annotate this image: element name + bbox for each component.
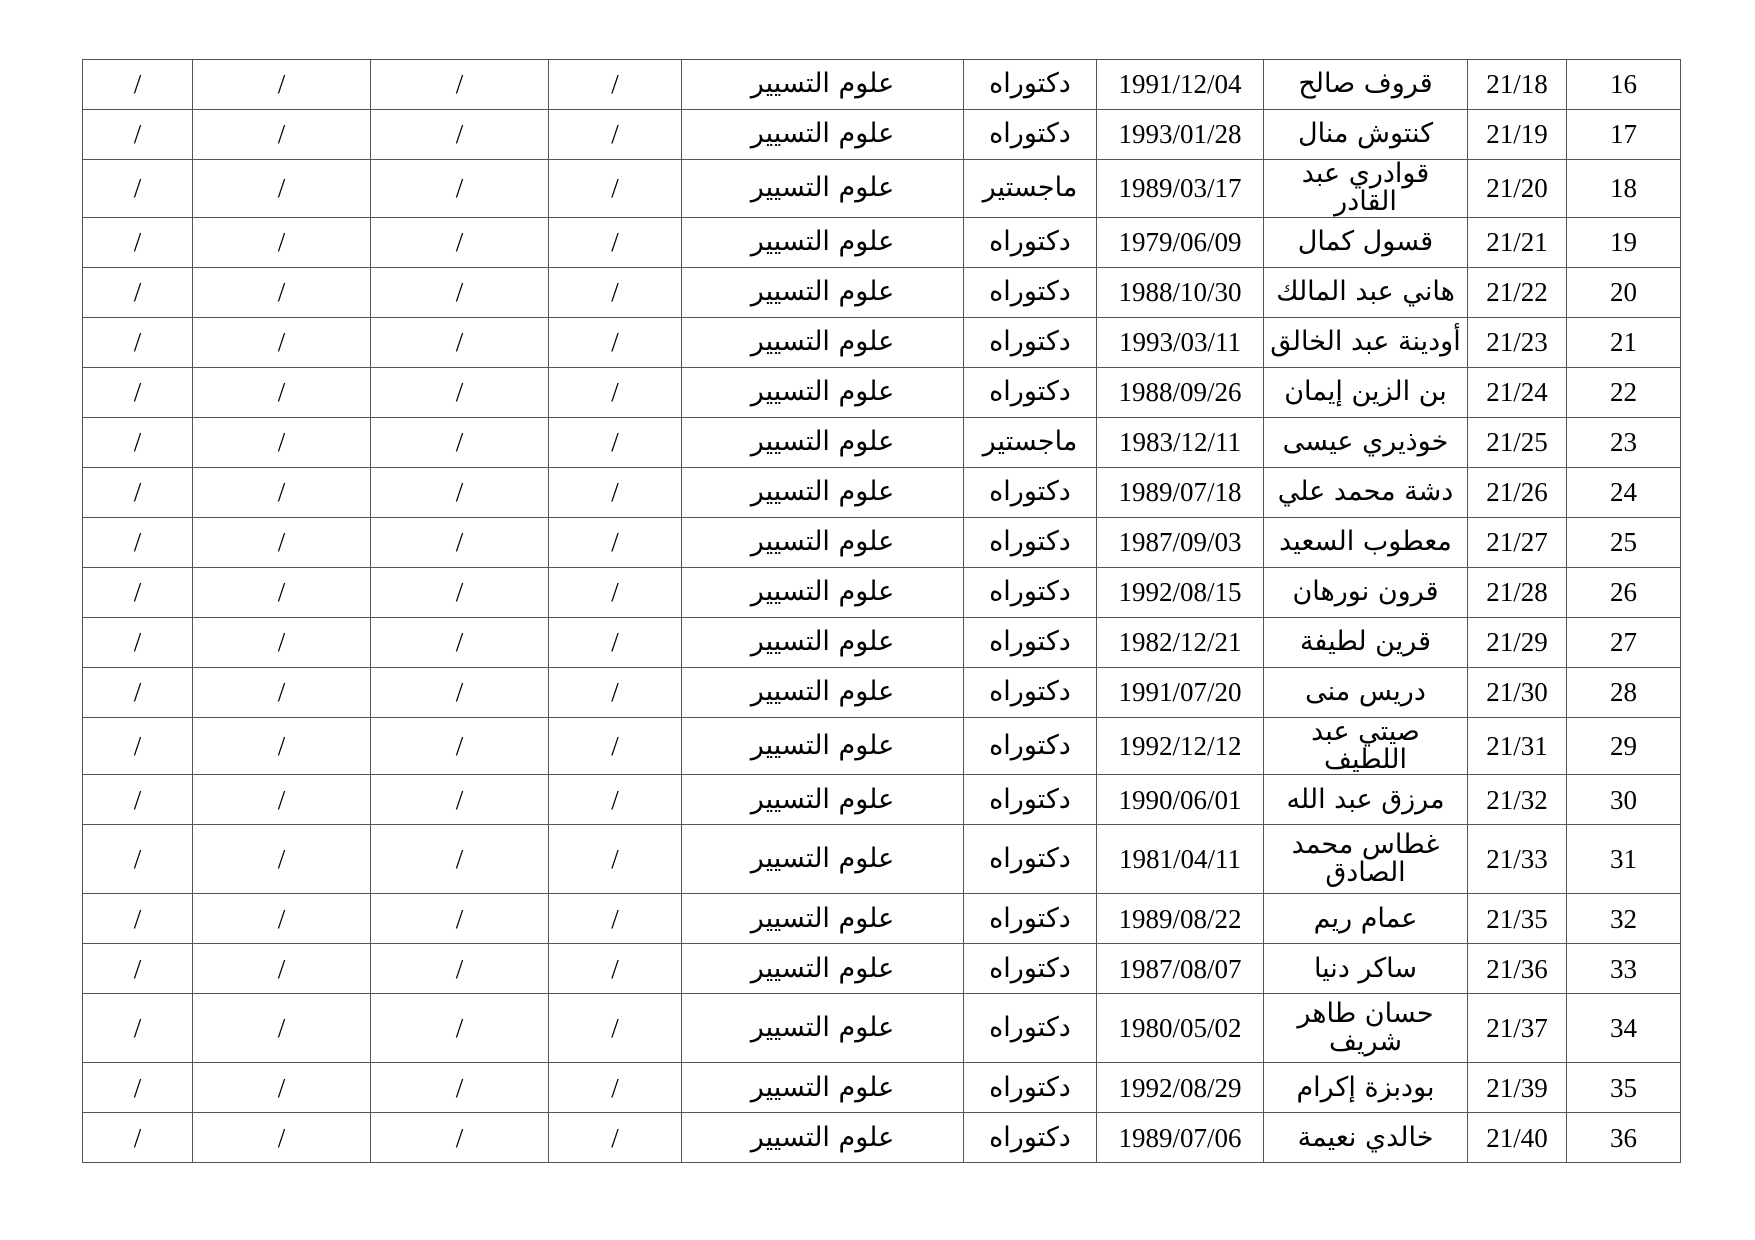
cell-name: دشة محمد علي: [1264, 467, 1468, 517]
cell-c4: /: [83, 367, 193, 417]
cell-c2: /: [371, 617, 549, 667]
cell-specialty: علوم التسيير: [682, 60, 964, 110]
cell-name: خوذيري عيسى: [1264, 417, 1468, 467]
cell-number: 25: [1567, 517, 1681, 567]
cell-birth-date: 1989/03/17: [1097, 160, 1264, 218]
cell-c1: /: [549, 110, 682, 160]
cell-c3: /: [193, 517, 371, 567]
cell-degree: دكتوراه: [964, 1113, 1097, 1163]
table-row: [83, 60, 1681, 110]
cell-c3: /: [193, 110, 371, 160]
cell-c4: /: [83, 825, 193, 894]
cell-c3: /: [193, 1063, 371, 1113]
cell-number: 33: [1567, 944, 1681, 994]
cell-specialty: علوم التسيير: [682, 367, 964, 417]
cell-c1: /: [549, 667, 682, 717]
table-row: [83, 517, 1681, 567]
cell-name: كنتوش منال: [1264, 110, 1468, 160]
table-row: [83, 775, 1681, 825]
cell-name: معطوب السعيد: [1264, 517, 1468, 567]
cell-c2: /: [371, 717, 549, 775]
cell-c4: /: [83, 717, 193, 775]
cell-name: بن الزين إيمان: [1264, 367, 1468, 417]
table-row: [83, 994, 1681, 1063]
cell-specialty: علوم التسيير: [682, 317, 964, 367]
cell-specialty: علوم التسيير: [682, 825, 964, 894]
cell-birth-date: 1981/04/11: [1097, 825, 1264, 894]
cell-code: 21/25: [1468, 417, 1567, 467]
cell-number: 22: [1567, 367, 1681, 417]
cell-code: 21/29: [1468, 617, 1567, 667]
cell-code: 21/37: [1468, 994, 1567, 1063]
cell-number: 16: [1567, 60, 1681, 110]
cell-number: 32: [1567, 894, 1681, 944]
cell-degree: دكتوراه: [964, 60, 1097, 110]
cell-c2: /: [371, 825, 549, 894]
cell-name: مرزق عبد الله: [1264, 775, 1468, 825]
cell-c1: /: [549, 994, 682, 1063]
cell-c4: /: [83, 994, 193, 1063]
cell-number: 28: [1567, 667, 1681, 717]
cell-c4: /: [83, 110, 193, 160]
cell-degree: دكتوراه: [964, 267, 1097, 317]
cell-code: 21/28: [1468, 567, 1567, 617]
cell-number: 35: [1567, 1063, 1681, 1113]
cell-c4: /: [83, 267, 193, 317]
cell-c2: /: [371, 467, 549, 517]
cell-c4: /: [83, 944, 193, 994]
cell-degree: دكتوراه: [964, 894, 1097, 944]
cell-c3: /: [193, 717, 371, 775]
cell-birth-date: 1991/07/20: [1097, 667, 1264, 717]
cell-c4: /: [83, 567, 193, 617]
cell-c2: /: [371, 417, 549, 467]
cell-name: غطاس محمد الصادق: [1264, 825, 1468, 894]
table-row: [83, 467, 1681, 517]
cell-c2: /: [371, 60, 549, 110]
cell-birth-date: 1992/08/29: [1097, 1063, 1264, 1113]
cell-specialty: علوم التسيير: [682, 944, 964, 994]
cell-birth-date: 1980/05/02: [1097, 994, 1264, 1063]
cell-name: قرين لطيفة: [1264, 617, 1468, 667]
cell-name: خالدي نعيمة: [1264, 1113, 1468, 1163]
cell-c3: /: [193, 775, 371, 825]
cell-specialty: علوم التسيير: [682, 467, 964, 517]
cell-birth-date: 1982/12/21: [1097, 617, 1264, 667]
cell-specialty: علوم التسيير: [682, 160, 964, 218]
cell-number: 26: [1567, 567, 1681, 617]
table-row: [83, 944, 1681, 994]
cell-degree: دكتوراه: [964, 994, 1097, 1063]
cell-c2: /: [371, 367, 549, 417]
table-row: [83, 367, 1681, 417]
cell-specialty: علوم التسيير: [682, 775, 964, 825]
cell-code: 21/23: [1468, 317, 1567, 367]
cell-code: 21/33: [1468, 825, 1567, 894]
cell-c3: /: [193, 825, 371, 894]
cell-number: 27: [1567, 617, 1681, 667]
cell-c1: /: [549, 825, 682, 894]
cell-c4: /: [83, 1063, 193, 1113]
cell-specialty: علوم التسيير: [682, 1113, 964, 1163]
cell-c4: /: [83, 417, 193, 467]
cell-code: 21/24: [1468, 367, 1567, 417]
candidates-table: [82, 59, 1681, 1163]
cell-c3: /: [193, 617, 371, 667]
cell-birth-date: 1983/12/11: [1097, 417, 1264, 467]
table-row: [83, 267, 1681, 317]
cell-degree: ماجستير: [964, 160, 1097, 218]
cell-number: 21: [1567, 317, 1681, 367]
cell-c3: /: [193, 467, 371, 517]
cell-c3: /: [193, 417, 371, 467]
cell-c4: /: [83, 517, 193, 567]
cell-birth-date: 1979/06/09: [1097, 217, 1264, 267]
cell-c4: /: [83, 160, 193, 218]
cell-code: 21/30: [1468, 667, 1567, 717]
cell-number: 34: [1567, 994, 1681, 1063]
cell-specialty: علوم التسيير: [682, 110, 964, 160]
cell-birth-date: 1992/12/12: [1097, 717, 1264, 775]
cell-c2: /: [371, 110, 549, 160]
cell-name: قوادري عبد القادر: [1264, 160, 1468, 218]
cell-number: 17: [1567, 110, 1681, 160]
cell-c2: /: [371, 517, 549, 567]
cell-c2: /: [371, 667, 549, 717]
cell-name: عمام ريم: [1264, 894, 1468, 944]
cell-c2: /: [371, 317, 549, 367]
cell-c4: /: [83, 775, 193, 825]
cell-code: 21/39: [1468, 1063, 1567, 1113]
cell-name: قسول كمال: [1264, 217, 1468, 267]
cell-c2: /: [371, 944, 549, 994]
cell-code: 21/31: [1468, 717, 1567, 775]
cell-birth-date: 1990/06/01: [1097, 775, 1264, 825]
cell-c3: /: [193, 894, 371, 944]
cell-specialty: علوم التسيير: [682, 617, 964, 667]
cell-c1: /: [549, 1113, 682, 1163]
cell-degree: ماجستير: [964, 417, 1097, 467]
cell-number: 18: [1567, 160, 1681, 218]
table-row: [83, 894, 1681, 944]
cell-c4: /: [83, 617, 193, 667]
cell-c4: /: [83, 317, 193, 367]
cell-c3: /: [193, 217, 371, 267]
cell-c1: /: [549, 1063, 682, 1113]
cell-name: بودبزة إكرام: [1264, 1063, 1468, 1113]
cell-birth-date: 1993/01/28: [1097, 110, 1264, 160]
cell-degree: دكتوراه: [964, 775, 1097, 825]
cell-c3: /: [193, 1113, 371, 1163]
cell-c2: /: [371, 894, 549, 944]
table-row: [83, 617, 1681, 667]
cell-c3: /: [193, 667, 371, 717]
cell-degree: دكتوراه: [964, 825, 1097, 894]
cell-name: صيتي عبد اللطيف: [1264, 717, 1468, 775]
cell-name: ساكر دنيا: [1264, 944, 1468, 994]
cell-birth-date: 1989/08/22: [1097, 894, 1264, 944]
cell-c4: /: [83, 667, 193, 717]
cell-code: 21/18: [1468, 60, 1567, 110]
cell-specialty: علوم التسيير: [682, 667, 964, 717]
cell-number: 20: [1567, 267, 1681, 317]
cell-number: 31: [1567, 825, 1681, 894]
cell-c1: /: [549, 517, 682, 567]
cell-specialty: علوم التسيير: [682, 217, 964, 267]
table-row: [83, 160, 1681, 218]
cell-c2: /: [371, 775, 549, 825]
cell-code: 21/26: [1468, 467, 1567, 517]
cell-degree: دكتوراه: [964, 517, 1097, 567]
cell-birth-date: 1989/07/06: [1097, 1113, 1264, 1163]
cell-c2: /: [371, 160, 549, 218]
cell-code: 21/27: [1468, 517, 1567, 567]
table-row: [83, 717, 1681, 775]
cell-degree: دكتوراه: [964, 467, 1097, 517]
cell-c3: /: [193, 367, 371, 417]
table-row: [83, 417, 1681, 467]
cell-c2: /: [371, 567, 549, 617]
cell-name: قروف صالح: [1264, 60, 1468, 110]
table-row: [83, 110, 1681, 160]
cell-degree: دكتوراه: [964, 217, 1097, 267]
cell-c2: /: [371, 994, 549, 1063]
cell-degree: دكتوراه: [964, 717, 1097, 775]
cell-code: 21/20: [1468, 160, 1567, 218]
cell-c3: /: [193, 944, 371, 994]
cell-c1: /: [549, 160, 682, 218]
cell-c3: /: [193, 160, 371, 218]
cell-c4: /: [83, 217, 193, 267]
cell-c1: /: [549, 317, 682, 367]
cell-degree: دكتوراه: [964, 667, 1097, 717]
cell-name: قرون نورهان: [1264, 567, 1468, 617]
cell-degree: دكتوراه: [964, 110, 1097, 160]
cell-degree: دكتوراه: [964, 367, 1097, 417]
cell-name: دريس منى: [1264, 667, 1468, 717]
cell-specialty: علوم التسيير: [682, 567, 964, 617]
cell-c4: /: [83, 894, 193, 944]
cell-c3: /: [193, 267, 371, 317]
cell-c1: /: [549, 467, 682, 517]
cell-birth-date: 1992/08/15: [1097, 567, 1264, 617]
cell-number: 19: [1567, 217, 1681, 267]
cell-number: 36: [1567, 1113, 1681, 1163]
table-row: [83, 1113, 1681, 1163]
cell-specialty: علوم التسيير: [682, 267, 964, 317]
cell-c2: /: [371, 267, 549, 317]
cell-c1: /: [549, 944, 682, 994]
cell-code: 21/40: [1468, 1113, 1567, 1163]
cell-degree: دكتوراه: [964, 317, 1097, 367]
table-row: [83, 1063, 1681, 1113]
cell-c1: /: [549, 775, 682, 825]
cell-code: 21/21: [1468, 217, 1567, 267]
cell-birth-date: 1988/10/30: [1097, 267, 1264, 317]
cell-c1: /: [549, 217, 682, 267]
cell-code: 21/32: [1468, 775, 1567, 825]
cell-specialty: علوم التسيير: [682, 994, 964, 1063]
cell-c1: /: [549, 417, 682, 467]
cell-code: 21/22: [1468, 267, 1567, 317]
cell-c3: /: [193, 994, 371, 1063]
table-row: [83, 667, 1681, 717]
cell-c2: /: [371, 1063, 549, 1113]
cell-specialty: علوم التسيير: [682, 517, 964, 567]
cell-name: حسان طاهر شريف: [1264, 994, 1468, 1063]
cell-c4: /: [83, 1113, 193, 1163]
cell-birth-date: 1991/12/04: [1097, 60, 1264, 110]
cell-c1: /: [549, 367, 682, 417]
cell-code: 21/35: [1468, 894, 1567, 944]
cell-c1: /: [549, 717, 682, 775]
cell-c1: /: [549, 267, 682, 317]
cell-birth-date: 1987/09/03: [1097, 517, 1264, 567]
cell-c1: /: [549, 60, 682, 110]
cell-number: 23: [1567, 417, 1681, 467]
cell-degree: دكتوراه: [964, 567, 1097, 617]
cell-degree: دكتوراه: [964, 1063, 1097, 1113]
cell-number: 24: [1567, 467, 1681, 517]
table-row: [83, 217, 1681, 267]
cell-specialty: علوم التسيير: [682, 717, 964, 775]
cell-c3: /: [193, 60, 371, 110]
cell-birth-date: 1988/09/26: [1097, 367, 1264, 417]
cell-specialty: علوم التسيير: [682, 417, 964, 467]
cell-birth-date: 1989/07/18: [1097, 467, 1264, 517]
cell-name: أودينة عبد الخالق: [1264, 317, 1468, 367]
cell-birth-date: 1993/03/11: [1097, 317, 1264, 367]
cell-c3: /: [193, 567, 371, 617]
cell-specialty: علوم التسيير: [682, 1063, 964, 1113]
cell-c1: /: [549, 567, 682, 617]
cell-code: 21/36: [1468, 944, 1567, 994]
cell-c2: /: [371, 1113, 549, 1163]
cell-specialty: علوم التسيير: [682, 894, 964, 944]
cell-c4: /: [83, 60, 193, 110]
cell-code: 21/19: [1468, 110, 1567, 160]
cell-c2: /: [371, 217, 549, 267]
cell-number: 29: [1567, 717, 1681, 775]
table-row: [83, 317, 1681, 367]
table-row: [83, 825, 1681, 894]
cell-birth-date: 1987/08/07: [1097, 944, 1264, 994]
cell-c1: /: [549, 894, 682, 944]
cell-c1: /: [549, 617, 682, 667]
cell-number: 30: [1567, 775, 1681, 825]
cell-c4: /: [83, 467, 193, 517]
cell-c3: /: [193, 317, 371, 367]
table-row: [83, 567, 1681, 617]
cell-degree: دكتوراه: [964, 944, 1097, 994]
cell-name: هاني عبد المالك: [1264, 267, 1468, 317]
cell-degree: دكتوراه: [964, 617, 1097, 667]
